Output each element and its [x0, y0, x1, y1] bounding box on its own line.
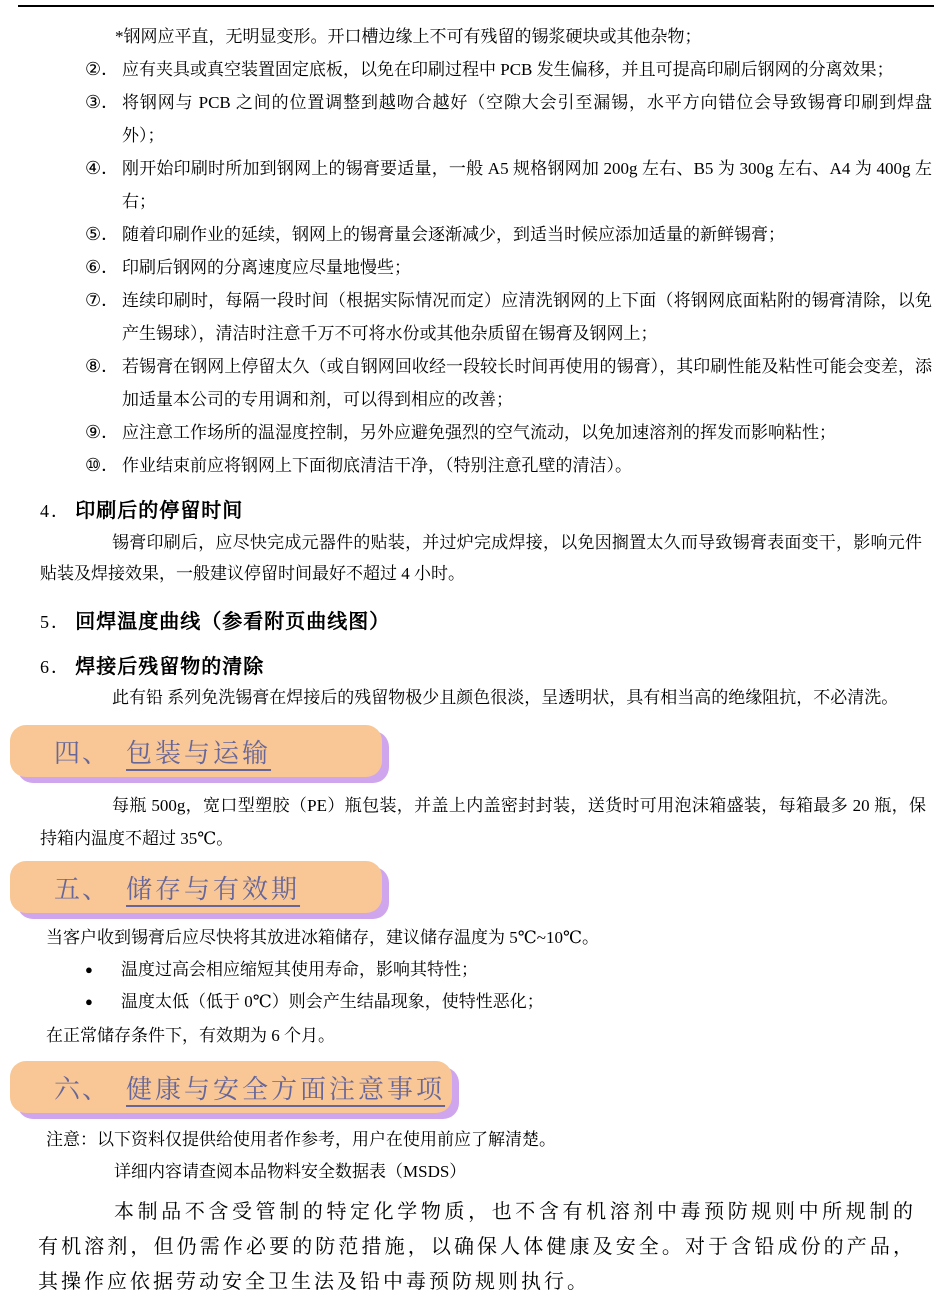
banner-title: 健康与安全方面注意事项 — [126, 1074, 446, 1104]
list-item — [85, 218, 932, 251]
bullet-icon: ● — [85, 994, 93, 1009]
section-body-dwell-time: 锡膏印刷后，应尽快完成元器件的贴装，并过炉完成焊接，以免因搁置太久而导致锡膏表面变干，影响元件贴装及焊接效果，一般建议停留时间最好不超过 4 小时。 — [40, 533, 922, 583]
step-text: 应有夹具或真空装置固定底板，以免在印刷过程中 PCB 发生偏移，并且可提高印刷后钢网的分离效果； — [122, 60, 894, 79]
step-text: 作业结束前应将钢网上下面彻底清洁干净，（特别注意孔壁的清洁）。 — [122, 456, 632, 475]
section-body-residue-cleaning: 此有铅 系列免洗锡膏在焊接后的残留物极少且颜色很淡，呈透明状，具有相当高的绝缘阻抗，不必清洗。 — [112, 688, 899, 707]
step-number: ②． — [85, 59, 120, 79]
heading-number: 4． — [40, 501, 71, 521]
list-item — [85, 53, 932, 86]
step-text: 连续印刷时，每隔一段时间（根据实际情况而定）应清洗钢网的上下面（将钢网底面粘附的锡膏清除，以免产生锡球），清洁时注意千万不可将水份或其他杂质留在锡膏及钢网上； — [122, 291, 932, 343]
list-item — [85, 449, 932, 482]
heading-title: 焊接后残留物的清除 — [75, 656, 265, 678]
safety-final-paragraph: 本制品不含受管制的特定化学物质，也不含有机溶剂中毒预防规则中所规制的有机溶剂，但仍需作必要的防范措施，以确保人体健康及安全。对于含铅成份的产品，其操作应依据劳动安全卫生法及铅中毒预防规则执行。 — [38, 1201, 916, 1293]
storage-intro: 当客户收到锡膏后应尽快将其放进冰箱储存，建议储存温度为 5℃~10℃。 — [46, 928, 599, 947]
storage-bullet — [85, 987, 926, 1017]
step-number: ⑤． — [85, 224, 120, 244]
step-number: ⑧． — [85, 356, 120, 376]
bullet-icon: ● — [85, 962, 93, 977]
step-text: 随着印刷作业的延续，钢网上的锡膏量会逐渐减少，到适当时候应添加适量的新鲜锡膏； — [122, 225, 785, 244]
bullet-text: 温度太低（低于 0℃）则会产生结晶现象，使特性恶化； — [121, 992, 544, 1011]
banner-health-safety — [10, 1061, 452, 1113]
banner-storage-shelf-life — [10, 861, 382, 913]
list-item — [85, 284, 932, 350]
step-text: 将钢网与 PCB 之间的位置调整到越吻合越好（空隙大会引至漏锡，水平方向错位会导致锡膏印刷到焊盘外）； — [122, 93, 932, 145]
step-text: 应注意工作场所的温湿度控制，另外应避免强烈的空气流动，以免加速溶剂的挥发而影响粘性； — [122, 423, 836, 442]
step-number: ③． — [85, 92, 120, 112]
banner-number: 五、 — [54, 874, 111, 904]
section-heading-reflow-profile — [40, 605, 940, 634]
section-heading-residue-cleaning — [40, 650, 940, 679]
storage-bullet — [85, 955, 926, 985]
safety-note-line2: 详细内容请查阅本品物料安全数据表（MSDS） — [114, 1162, 467, 1181]
list-item — [85, 350, 932, 416]
banner-packaging-transport — [10, 725, 382, 777]
step-number: ⑦． — [85, 290, 120, 310]
list-item — [85, 416, 932, 449]
section-heading-dwell-time — [40, 494, 940, 523]
stencil-note: *钢网应平直，无明显变形。开口槽边缘上不可有残留的锡浆硬块或其他杂物； — [115, 27, 702, 46]
safety-note-line1: 注意：以下资料仅提供给使用者作参考，用户在使用前应了解清楚。 — [46, 1130, 556, 1149]
document-page — [0, 5, 940, 1293]
heading-number: 6． — [40, 657, 71, 677]
banner-number: 四、 — [54, 738, 111, 768]
step-number: ⑥． — [85, 257, 120, 277]
heading-number: 5． — [40, 612, 71, 632]
printing-steps-list — [85, 53, 932, 482]
step-text: 刚开始印刷时所加到钢网上的锡膏要适量，一般 A5 规格钢网加 200g 左右、B5 为 300g 左右、A4 为 400g 左右； — [122, 159, 932, 211]
banner-title: 包装与运输 — [126, 738, 272, 768]
heading-title: 印刷后的停留时间 — [75, 500, 244, 522]
step-number: ④． — [85, 158, 120, 178]
step-number: ⑨． — [85, 422, 120, 442]
heading-title: 回焊温度曲线（参看附页曲线图） — [75, 611, 391, 633]
storage-outro: 在正常储存条件下，有效期为 6 个月。 — [46, 1026, 335, 1045]
list-item — [85, 86, 932, 152]
list-item — [85, 152, 932, 218]
banner-title: 储存与有效期 — [126, 874, 301, 904]
step-text: 若锡膏在钢网上停留太久（或自钢网回收经一段较长时间再使用的锡膏），其印刷性能及粘性可能会变差，添加适量本公司的专用调和剂，可以得到相应的改善； — [122, 357, 932, 409]
packaging-paragraph: 每瓶 500g，宽口型塑胶（PE）瓶包装，并盖上内盖密封封装，送货时可用泡沫箱盛装，每箱最多 20 瓶，保持箱内温度不超过 35℃。 — [40, 796, 926, 848]
banner-number: 六、 — [54, 1074, 111, 1104]
bullet-text: 温度过高会相应缩短其使用寿命，影响其特性； — [121, 960, 478, 979]
step-number: ⑩． — [85, 455, 120, 475]
top-divider — [18, 5, 934, 7]
step-text: 印刷后钢网的分离速度应尽量地慢些； — [122, 258, 411, 277]
list-item — [85, 251, 932, 284]
